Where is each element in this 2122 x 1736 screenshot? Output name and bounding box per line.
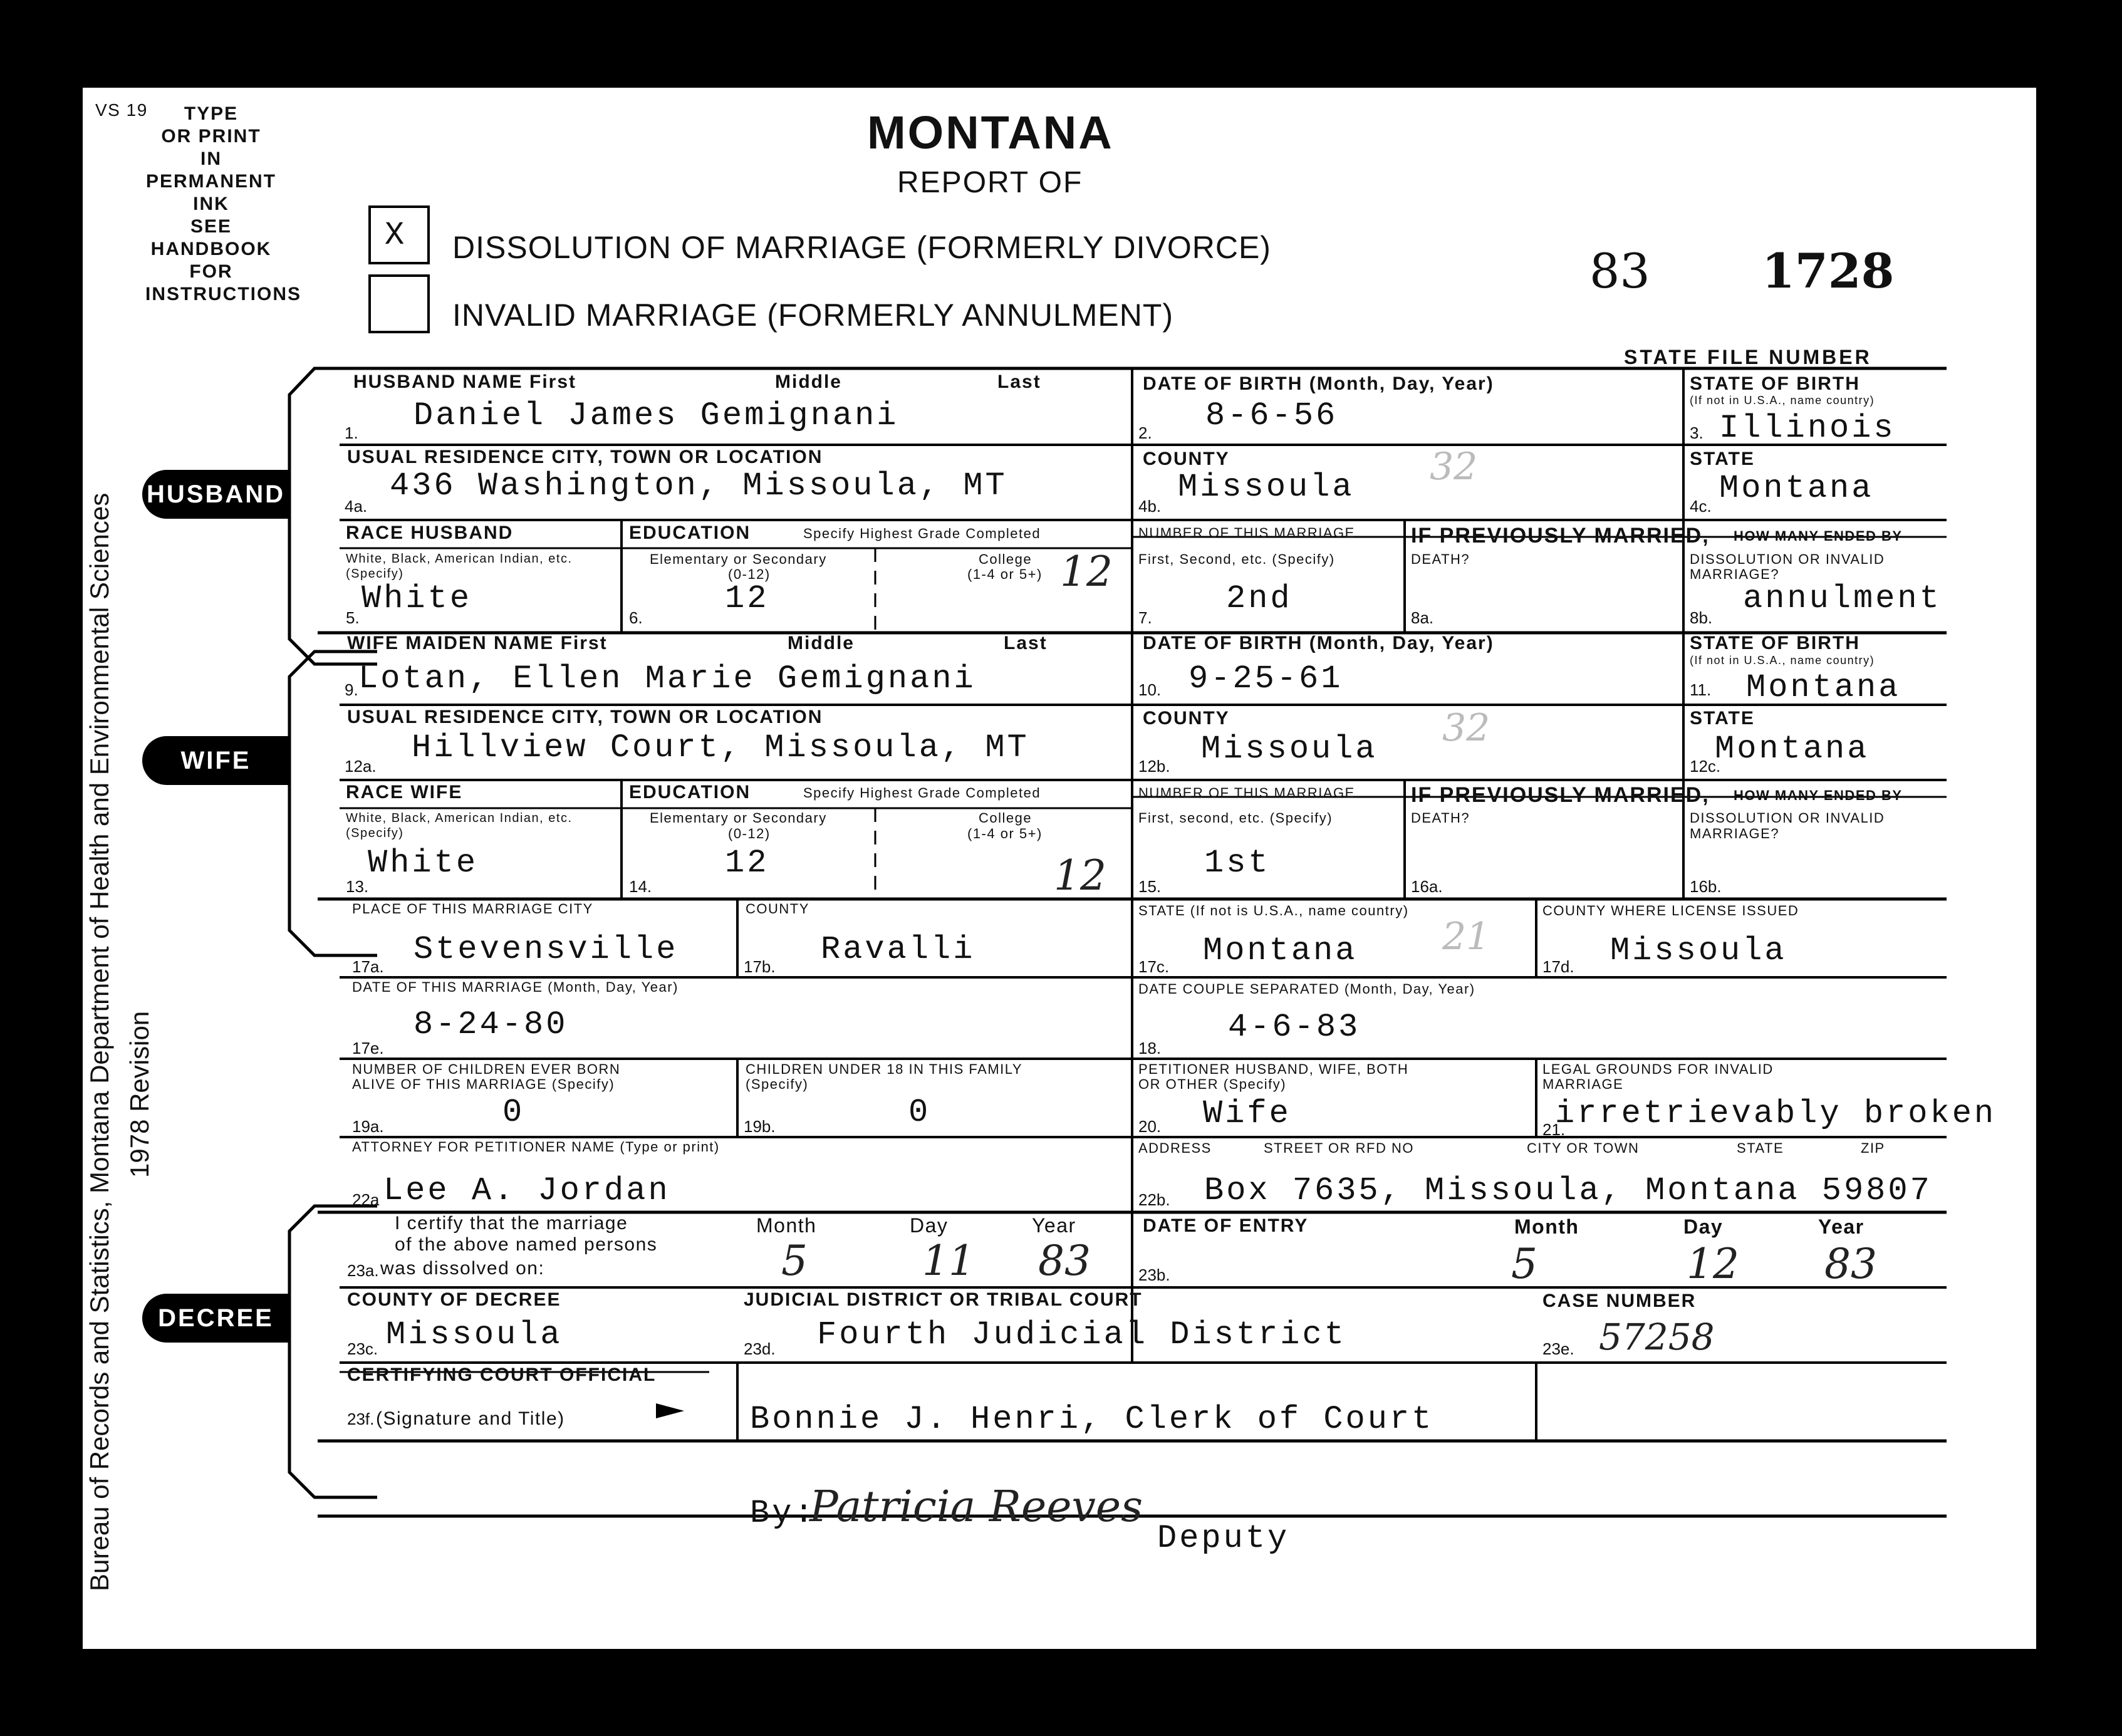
field-number: 17e. bbox=[352, 1039, 384, 1058]
husband-state-value: Montana bbox=[1719, 470, 1874, 507]
petitioner-label-2: OR OTHER (Specify) bbox=[1138, 1076, 1287, 1092]
entry-month-value: 5 bbox=[1511, 1240, 1537, 1288]
field-number: 8b. bbox=[1690, 608, 1713, 627]
dissolution-label: DISSOLUTION OF MARRIAGE (FORMERLY DIVORCE) bbox=[452, 230, 1271, 265]
husband-residence-value: 436 Washington, Missoula, MT bbox=[390, 467, 1007, 504]
form-code: VS 19 bbox=[95, 100, 148, 120]
field-number: 15. bbox=[1138, 877, 1162, 896]
husband-dob-label: DATE OF BIRTH (Month, Day, Year) bbox=[1143, 373, 1494, 394]
dissolved-day-label: Day bbox=[910, 1214, 949, 1237]
court-value: Fourth Judicial District bbox=[817, 1316, 1346, 1353]
address-state-label: STATE bbox=[1737, 1140, 1784, 1156]
wife-dob-value: 9-25-61 bbox=[1188, 660, 1343, 697]
grounds-label: LEGAL GROUNDS FOR INVALID bbox=[1542, 1061, 1774, 1077]
entry-year-value: 83 bbox=[1824, 1240, 1877, 1288]
field-number: 2. bbox=[1138, 424, 1152, 442]
husband-last-label: Last bbox=[997, 372, 1041, 392]
wife-marriage-number-sub: First, second, etc. (Specify) bbox=[1138, 810, 1333, 826]
dissolved-year-label: Year bbox=[1032, 1214, 1076, 1237]
under18-value: 0 bbox=[908, 1094, 931, 1131]
wife-race-label: RACE WIFE bbox=[346, 782, 463, 803]
attorney-value: Lee A. Jordan bbox=[383, 1172, 670, 1209]
wife-tab: WIFE bbox=[142, 736, 289, 785]
entry-year-label: Year bbox=[1818, 1215, 1865, 1238]
dissolved-day-value: 11 bbox=[922, 1237, 975, 1285]
field-number: 17b. bbox=[744, 957, 776, 976]
husband-marriage-number-value: 2nd bbox=[1226, 580, 1292, 617]
wife-education-label: EDUCATION bbox=[629, 782, 751, 803]
invalid-marriage-checkbox[interactable] bbox=[368, 274, 430, 333]
field-number: 16a. bbox=[1411, 877, 1443, 896]
revision-vertical-text: 1978 Revision bbox=[125, 1011, 154, 1178]
separated-value: 4-6-83 bbox=[1228, 1009, 1361, 1046]
wife-last-label: Last bbox=[1004, 633, 1048, 653]
wife-name-value: Lotan, Ellen Marie Gemignani bbox=[358, 660, 976, 697]
husband-race-value: White bbox=[361, 580, 472, 617]
field-number: 1. bbox=[345, 424, 358, 442]
field-number: 9. bbox=[345, 680, 358, 699]
husband-county-value: Missoula bbox=[1178, 469, 1355, 506]
husband-marriage-number-label: NUMBER OF THIS MARRIAGE bbox=[1138, 525, 1355, 541]
instruction-line: SEE bbox=[190, 216, 232, 237]
grounds-label-2: MARRIAGE bbox=[1542, 1076, 1624, 1092]
field-number: 14. bbox=[629, 877, 652, 896]
field-number: 21. bbox=[1542, 1120, 1566, 1139]
signature-title-label: (Signature and Title) bbox=[376, 1408, 565, 1429]
instruction-line: FOR bbox=[189, 261, 233, 282]
field-number: 18. bbox=[1138, 1039, 1162, 1058]
field-number: 23c. bbox=[347, 1339, 378, 1358]
dissolved-year-value: 83 bbox=[1038, 1237, 1091, 1285]
bureau-vertical-text: Bureau of Records and Statistics, Montana Department of Health and Environmental Sciences bbox=[85, 492, 114, 1591]
field-number: 6. bbox=[629, 608, 643, 627]
wife-elem-label: Elementary or Secondary bbox=[650, 810, 827, 826]
marriage-date-value: 8-24-80 bbox=[413, 1006, 568, 1043]
entry-day-value: 12 bbox=[1687, 1240, 1739, 1288]
husband-prev-married-label: IF PREVIOUSLY MARRIED, bbox=[1411, 524, 1710, 548]
marriage-state-code: 21 bbox=[1442, 915, 1490, 959]
field-number: 19b. bbox=[744, 1117, 776, 1136]
husband-county-code: 32 bbox=[1430, 445, 1478, 489]
certify-line-3: was dissolved on: bbox=[380, 1258, 545, 1279]
field-number: 17c. bbox=[1138, 957, 1170, 976]
wife-prev-married-sub: HOW MANY ENDED BY bbox=[1734, 787, 1903, 803]
husband-sob-value: Illinois bbox=[1719, 410, 1896, 447]
field-number: 22b. bbox=[1138, 1190, 1170, 1209]
husband-elem-label: Elementary or Secondary bbox=[650, 551, 827, 567]
field-number: 17d. bbox=[1542, 957, 1574, 976]
wife-elementary-value: 12 bbox=[725, 845, 769, 881]
wife-sob-value: Montana bbox=[1746, 669, 1901, 706]
husband-prev-married-sub: HOW MANY ENDED BY bbox=[1734, 528, 1903, 544]
husband-education-sub: Specify Highest Grade Completed bbox=[803, 526, 1041, 541]
wife-county-label: COUNTY bbox=[1143, 708, 1230, 729]
husband-education-handwritten: 12 bbox=[1060, 548, 1113, 596]
husband-race-label: RACE HUSBAND bbox=[346, 522, 514, 543]
children-label: NUMBER OF CHILDREN EVER BORN bbox=[352, 1061, 621, 1077]
decree-county-value: Missoula bbox=[386, 1316, 563, 1353]
husband-marriage-number-sub: First, Second, etc. (Specify) bbox=[1138, 551, 1335, 567]
instruction-line: INSTRUCTIONS bbox=[145, 284, 301, 304]
city-label: CITY OR TOWN bbox=[1527, 1140, 1640, 1156]
instructions-block bbox=[145, 103, 301, 306]
field-number: 20. bbox=[1138, 1117, 1162, 1136]
wife-residence-label: USUAL RESIDENCE CITY, TOWN OR LOCATION bbox=[347, 707, 823, 727]
case-number-label: CASE NUMBER bbox=[1542, 1291, 1697, 1311]
wife-dob-label: DATE OF BIRTH (Month, Day, Year) bbox=[1143, 633, 1494, 653]
wife-dissolution-label: DISSOLUTION OR INVALID bbox=[1690, 810, 1885, 826]
entry-month-label: Month bbox=[1514, 1215, 1579, 1238]
official-label: CERTIFYING COURT OFFICIAL bbox=[347, 1364, 657, 1385]
husband-education-label: EDUCATION bbox=[629, 522, 751, 543]
marriage-date-label: DATE OF THIS MARRIAGE (Month, Day, Year) bbox=[352, 979, 679, 995]
address-value: Box 7635, Missoula, Montana 59807 bbox=[1204, 1172, 1932, 1209]
field-number: 4b. bbox=[1138, 497, 1162, 516]
husband-sob-label: STATE OF BIRTH bbox=[1690, 373, 1860, 394]
case-number-value: 57258 bbox=[1599, 1316, 1715, 1358]
field-number: 7. bbox=[1138, 608, 1152, 627]
street-label: STREET OR RFD NO bbox=[1264, 1140, 1414, 1156]
invalid-marriage-label: INVALID MARRIAGE (FORMERLY ANNULMENT) bbox=[452, 298, 1174, 333]
husband-name-label: HUSBAND NAME First bbox=[353, 372, 577, 392]
husband-county-label: COUNTY bbox=[1143, 449, 1230, 469]
field-number: 23a. bbox=[347, 1261, 379, 1280]
marriage-state-label: STATE (If not is U.S.A., name country) bbox=[1138, 903, 1409, 918]
field-number: 23e. bbox=[1542, 1339, 1574, 1358]
wife-death-label: DEATH? bbox=[1411, 810, 1470, 826]
separated-label: DATE COUPLE SEPARATED (Month, Day, Year) bbox=[1138, 981, 1475, 997]
husband-dissolution-value: annulment bbox=[1743, 580, 1942, 617]
wife-education-handwritten: 12 bbox=[1054, 851, 1106, 900]
state-file-number: 1728 bbox=[1762, 243, 1895, 299]
report-form bbox=[83, 88, 2036, 1649]
husband-college-label: College bbox=[979, 551, 1032, 567]
deputy-label: Deputy bbox=[1157, 1520, 1290, 1557]
petitioner-label: PETITIONER HUSBAND, WIFE, BOTH bbox=[1138, 1061, 1409, 1077]
marriage-county-value: Ravalli bbox=[821, 931, 975, 968]
instruction-line: HANDBOOK bbox=[150, 239, 272, 259]
wife-race-sub: White, Black, American Indian, etc. (Specify) bbox=[346, 811, 573, 840]
field-number: 5. bbox=[346, 608, 360, 627]
field-number: 12b. bbox=[1138, 757, 1170, 776]
checkbox-mark: X bbox=[385, 217, 407, 254]
entry-label: DATE OF ENTRY bbox=[1143, 1215, 1309, 1236]
field-number: 13. bbox=[346, 877, 369, 896]
zip-label: ZIP bbox=[1861, 1140, 1885, 1156]
under18-label-2: (Specify) bbox=[746, 1076, 809, 1092]
attorney-label: ATTORNEY FOR PETITIONER NAME (Type or print) bbox=[352, 1139, 720, 1155]
instruction-line: PERMANENT bbox=[145, 171, 276, 192]
marriage-county-label: COUNTY bbox=[746, 901, 809, 917]
field-number: 19a. bbox=[352, 1117, 384, 1136]
field-number: 23b. bbox=[1138, 1266, 1170, 1284]
wife-middle-label: Middle bbox=[788, 633, 855, 653]
decree-county-label: COUNTY OF DECREE bbox=[347, 1289, 561, 1310]
field-number: 17a. bbox=[352, 957, 384, 976]
wife-prev-married-label: IF PREVIOUSLY MARRIED, bbox=[1411, 783, 1710, 807]
instruction-line: INK bbox=[193, 194, 229, 214]
state-file-prefix: 83 bbox=[1589, 243, 1650, 299]
husband-death-label: DEATH? bbox=[1411, 551, 1470, 567]
field-number: 10. bbox=[1138, 680, 1162, 699]
page-title: MONTANA bbox=[867, 107, 1114, 159]
field-number: 8a. bbox=[1411, 608, 1434, 627]
field-number: 22a bbox=[352, 1190, 380, 1209]
wife-sob-sub: (If not in U.S.A., name country) bbox=[1690, 654, 1875, 667]
court-label: JUDICIAL DISTRICT OR TRIBAL COURT bbox=[744, 1289, 1143, 1310]
certify-line-2: of the above named persons bbox=[395, 1234, 658, 1255]
husband-dissolution-label: DISSOLUTION OR INVALID bbox=[1690, 551, 1885, 567]
field-number: 16b. bbox=[1690, 877, 1722, 896]
dissolved-month-value: 5 bbox=[781, 1237, 808, 1285]
children-label-2: ALIVE OF THIS MARRIAGE (Specify) bbox=[352, 1076, 615, 1092]
field-number: 23f. bbox=[347, 1410, 375, 1428]
by-label: By: bbox=[750, 1495, 816, 1532]
wife-residence-value: Hillview Court, Missoula, MT bbox=[412, 729, 1029, 766]
instruction-line: TYPE bbox=[184, 103, 239, 124]
wife-marriage-number-label: NUMBER OF THIS MARRIAGE bbox=[1138, 785, 1355, 801]
husband-middle-label: Middle bbox=[775, 372, 842, 392]
report-of: REPORT OF bbox=[897, 166, 1083, 199]
husband-residence-label: USUAL RESIDENCE CITY, TOWN OR LOCATION bbox=[347, 447, 823, 467]
husband-race-sub: White, Black, American Indian, etc. (Specify) bbox=[346, 552, 573, 581]
husband-elementary-value: 12 bbox=[725, 580, 769, 617]
license-county-label: COUNTY WHERE LICENSE ISSUED bbox=[1542, 903, 1799, 918]
wife-name-label: WIFE MAIDEN NAME First bbox=[347, 633, 608, 653]
field-number: 4a. bbox=[345, 497, 368, 516]
field-number: 11. bbox=[1690, 680, 1712, 699]
marriage-city-value: Stevensville bbox=[413, 931, 679, 968]
field-number: 23d. bbox=[744, 1339, 776, 1358]
field-number: 3. bbox=[1690, 424, 1703, 442]
husband-name-value: Daniel James Gemignani bbox=[413, 397, 899, 434]
field-number: 12c. bbox=[1690, 757, 1721, 776]
marriage-place-label: PLACE OF THIS MARRIAGE CITY bbox=[352, 901, 593, 917]
husband-dissolution-sub: MARRIAGE? bbox=[1690, 566, 1780, 582]
official-value: Bonnie J. Henri, Clerk of Court bbox=[750, 1401, 1434, 1438]
wife-dissolution-sub: MARRIAGE? bbox=[1690, 826, 1780, 841]
wife-elem-range: (0-12) bbox=[728, 826, 771, 841]
husband-dob-value: 8-6-56 bbox=[1205, 397, 1338, 434]
husband-sob-sub: (If not in U.S.A., name country) bbox=[1690, 394, 1875, 407]
husband-state-label: STATE bbox=[1690, 449, 1755, 469]
dissolved-month-label: Month bbox=[756, 1214, 817, 1237]
deputy-signature: Patricia Reeves bbox=[809, 1482, 1143, 1532]
husband-tab: HUSBAND bbox=[142, 470, 289, 519]
children-value: 0 bbox=[502, 1094, 525, 1131]
dissolution-checkbox[interactable] bbox=[368, 205, 430, 264]
address-label: ADDRESS bbox=[1138, 1140, 1212, 1156]
wife-race-value: White bbox=[368, 845, 479, 881]
certify-line-1: I certify that the marriage bbox=[395, 1213, 628, 1234]
marriage-state-value: Montana bbox=[1203, 932, 1358, 969]
instruction-line: IN bbox=[200, 148, 222, 169]
wife-college-label: College bbox=[979, 810, 1032, 826]
wife-college-range: (1-4 or 5+) bbox=[967, 826, 1043, 841]
license-county-value: Missoula bbox=[1610, 932, 1787, 969]
wife-sob-label: STATE OF BIRTH bbox=[1690, 633, 1860, 653]
wife-state-label: STATE bbox=[1690, 708, 1755, 729]
wife-state-value: Montana bbox=[1715, 730, 1870, 767]
field-number: 4c. bbox=[1690, 497, 1712, 516]
grounds-value: irretrievably broken bbox=[1555, 1095, 1997, 1132]
wife-education-sub: Specify Highest Grade Completed bbox=[803, 785, 1041, 801]
field-number: 12a. bbox=[345, 757, 377, 776]
husband-college-range: (1-4 or 5+) bbox=[967, 566, 1043, 582]
wife-marriage-number-value: 1st bbox=[1204, 845, 1271, 881]
decree-tab: DECREE bbox=[142, 1294, 289, 1343]
instruction-line: OR PRINT bbox=[161, 126, 261, 147]
wife-county-code: 32 bbox=[1442, 706, 1490, 750]
state-file-number-label: STATE FILE NUMBER bbox=[1624, 346, 1872, 368]
entry-day-label: Day bbox=[1683, 1215, 1724, 1238]
husband-elem-range: (0-12) bbox=[728, 566, 771, 582]
petitioner-value: Wife bbox=[1203, 1095, 1291, 1132]
wife-county-value: Missoula bbox=[1201, 730, 1378, 767]
under18-label: CHILDREN UNDER 18 IN THIS FAMILY bbox=[746, 1061, 1023, 1077]
